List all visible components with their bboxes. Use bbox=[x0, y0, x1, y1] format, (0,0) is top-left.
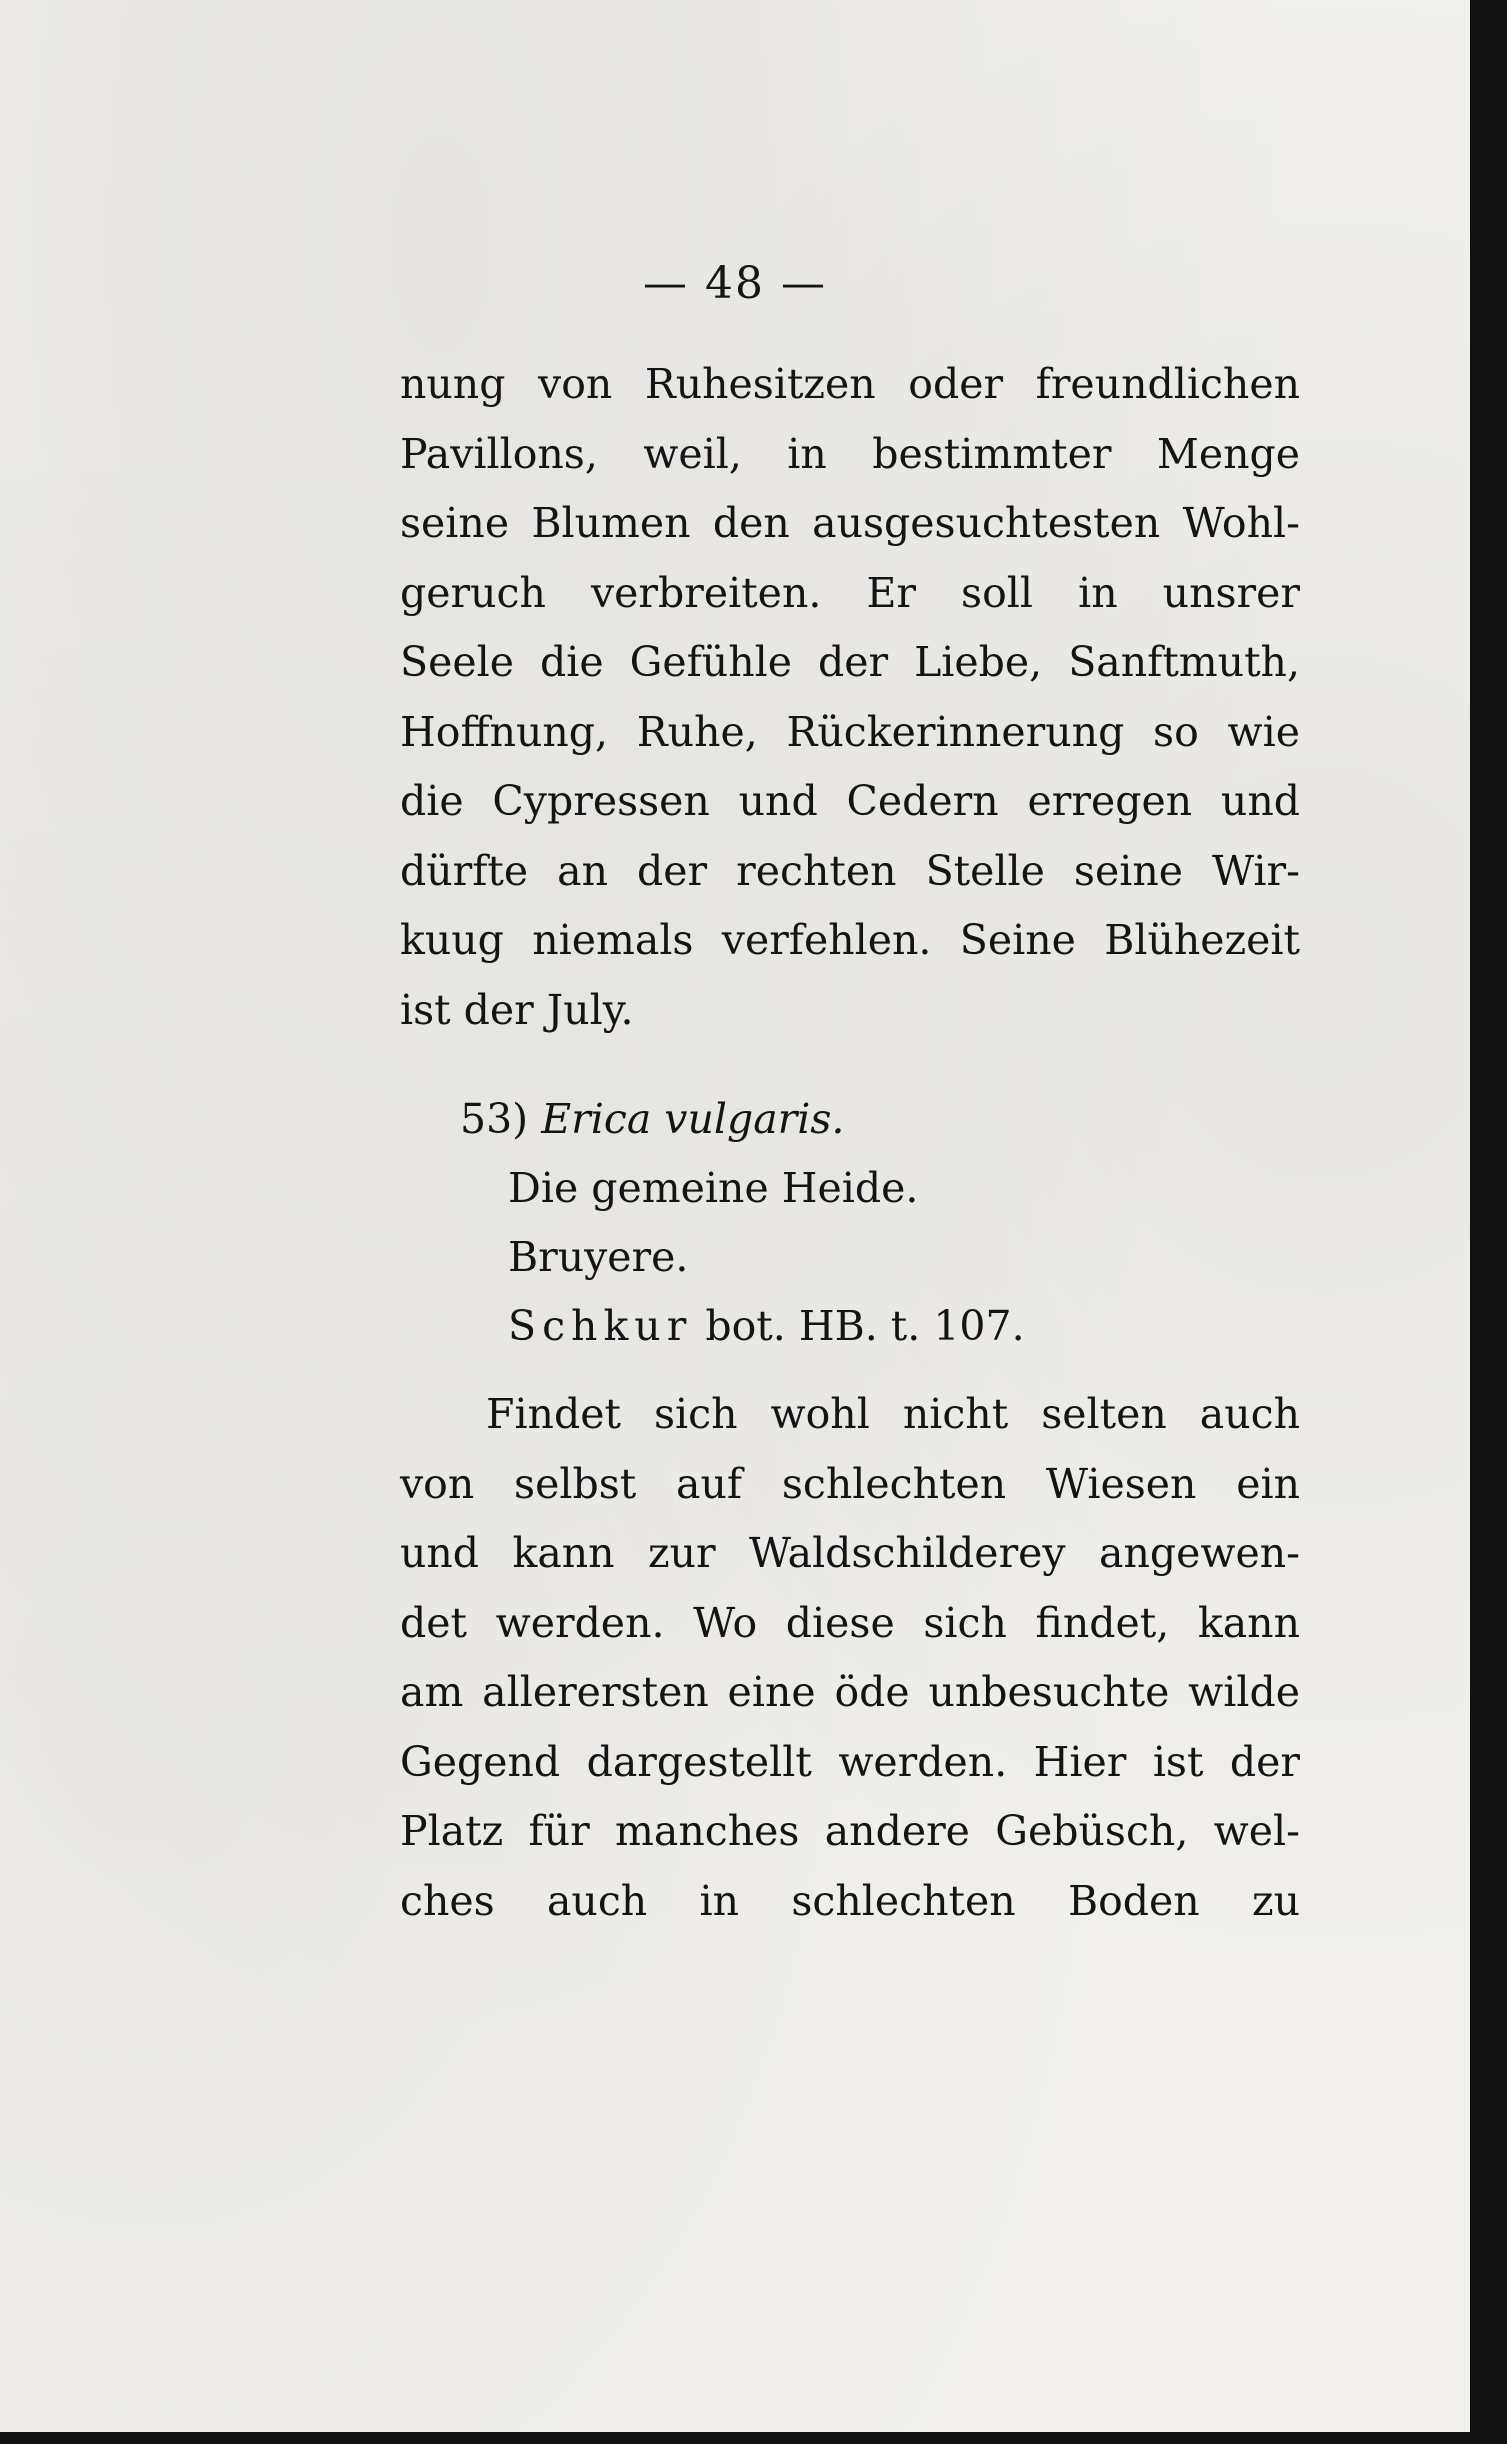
text-line: dürfte an der rechten Stelle seine Wir- bbox=[400, 846, 1300, 895]
text-line: geruch verbreiten. Er soll in unsrer bbox=[400, 568, 1300, 617]
text-line: kuug niemals verfehlen. Seine Blühezeit bbox=[400, 916, 1300, 964]
entry-heading bbox=[460, 1085, 1025, 1154]
text-line: Gegend dargestellt werden. Hier ist der bbox=[400, 1737, 1300, 1786]
text-line: Pavillons, weil, in bestimmter Menge bbox=[400, 429, 1300, 478]
page-number: — 48 — bbox=[643, 258, 827, 309]
paragraph-entry-description bbox=[400, 1380, 1300, 1936]
text-line: Seele die Gefühle der Liebe, Sanftmuth, bbox=[400, 638, 1300, 686]
text-line: det werden. Wo diese sich findet, kann bbox=[400, 1598, 1300, 1647]
text-line: und kann zur Waldschilderey angewen- bbox=[400, 1529, 1300, 1577]
text-line: ist der July. bbox=[400, 985, 634, 1034]
entry-latin-name: Erica vulgaris. bbox=[541, 1095, 845, 1143]
text-line: am allerersten eine öde unbesuchte wilde bbox=[400, 1668, 1300, 1716]
text-line: die Cypressen und Cedern erregen und bbox=[400, 777, 1300, 825]
text-line: Platz für manches andere Gebüsch, wel- bbox=[400, 1807, 1300, 1855]
reference-detail: bot. HB. t. 107. bbox=[705, 1302, 1025, 1350]
entry-french-name: Bruyere. bbox=[508, 1233, 689, 1281]
page-header bbox=[0, 258, 1470, 309]
reference-author: Schkur bbox=[508, 1302, 693, 1350]
scan-border-right bbox=[1470, 0, 1507, 2444]
paragraph-continuation bbox=[400, 350, 1300, 1045]
plant-entry bbox=[460, 1085, 1025, 1361]
text-line: Findet sich wohl nicht selten auch bbox=[486, 1390, 1300, 1438]
entry-reference bbox=[460, 1292, 1025, 1361]
text-line: seine Blumen den ausgesuchtesten Wohl- bbox=[400, 499, 1300, 547]
entry-german-name: Die gemeine Heide. bbox=[508, 1164, 919, 1212]
text-line: Hoffnung, Ruhe, Rückerinnerung so wie bbox=[400, 707, 1300, 756]
text-line: von selbst auf schlechten Wiesen ein bbox=[400, 1459, 1300, 1508]
text-line: ches auch in schlechten Boden zu bbox=[400, 1876, 1300, 1925]
text-line: nung von Ruhesitzen oder freundlichen bbox=[400, 360, 1300, 408]
scan-border-bottom bbox=[0, 2432, 1507, 2444]
entry-number: 53) bbox=[460, 1095, 529, 1143]
